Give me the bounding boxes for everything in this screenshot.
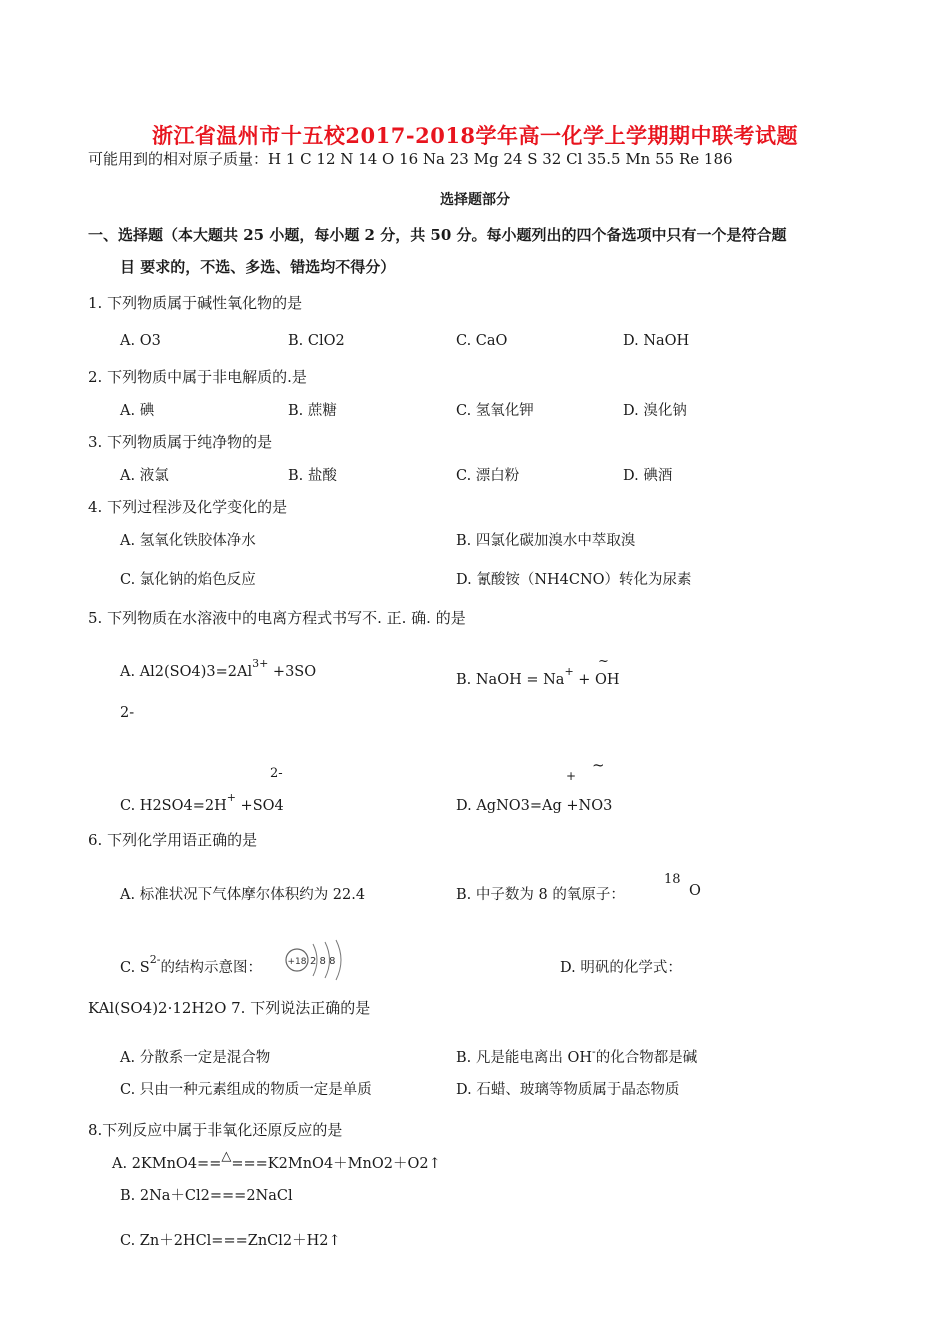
q6-option-d: D. 明矾的化学式： xyxy=(560,960,682,976)
q3-option-b: B. 盐酸 xyxy=(288,468,337,484)
q8-a-suffix: ===K2MnO4＋MnO2＋O2↑ xyxy=(231,1156,441,1172)
question-5-stem: 5. 下列物质在水溶液中的电离方程式书写不. 正. 确. 的是 xyxy=(88,609,466,627)
q5-b-tilde: ~ xyxy=(598,654,609,669)
q5-option-a xyxy=(120,657,317,680)
q5-b-main: B. NaOH = Na xyxy=(456,672,565,688)
q8-option-a xyxy=(112,1149,441,1173)
diagram-electron-shells: 2 8 8 xyxy=(310,956,336,967)
q5-a-superscript: 3+ xyxy=(252,657,269,670)
q5-b-tail: + OH xyxy=(573,672,620,688)
q5-a-tail: +3SO xyxy=(268,664,317,680)
q7-option-d: D. 石蜡、玻璃等物质属于晶态物质 xyxy=(456,1082,680,1098)
section-heading: 选择题部分 xyxy=(440,192,510,208)
q5-option-b xyxy=(456,665,620,688)
q4-option-d: D. 氰酸铵（NH4CNO）转化为尿素 xyxy=(456,572,692,588)
q4-option-c: C. 氯化钠的焰色反应 xyxy=(120,572,256,588)
question-3-stem: 3. 下列物质属于纯净物的是 xyxy=(88,433,273,451)
q7-b-suffix: 的化合物都是碱 xyxy=(595,1050,698,1066)
q6-option-a: A. 标准状况下气体摩尔体积约为 22.4 xyxy=(120,887,366,903)
q5-c-main: C. H2SO4=2H xyxy=(120,798,227,814)
q2-option-b: B. 蔗糖 xyxy=(288,403,337,419)
q6-c-superscript: 2- xyxy=(149,953,161,966)
q4-option-b: B. 四氯化碳加溴水中萃取溴 xyxy=(456,533,636,549)
q5-d-tilde: ~ xyxy=(592,756,605,774)
q5-d-plus: + xyxy=(566,769,577,783)
q1-option-d: D. NaOH xyxy=(623,333,690,349)
q1-option-c: C. CaO xyxy=(456,333,508,349)
q6-b-symbol: O xyxy=(689,883,701,899)
part-instructions-line2: 目 要求的，不选、多选、错选均不得分） xyxy=(120,258,396,276)
q7-option-a: A. 分散系一定是混合物 xyxy=(120,1050,271,1066)
q3-option-d: D. 碘酒 xyxy=(623,468,673,484)
q2-option-a: A. 碘 xyxy=(120,403,155,419)
q5-a-charge: 2- xyxy=(120,705,135,721)
document-title: 浙江省温州市十五校2017-2018学年高一化学上学期期中联考试题 xyxy=(151,123,799,148)
q3-option-a: A. 液氯 xyxy=(120,468,169,484)
q2-option-d: D. 溴化钠 xyxy=(623,403,687,419)
q8-option-b: B. 2Na＋Cl2===2NaCl xyxy=(120,1188,293,1204)
q3-option-c: C. 漂白粉 xyxy=(456,468,520,484)
q2-option-c: C. 氢氧化钾 xyxy=(456,403,534,419)
part-instructions-line1: 一、选择题（本大题共 25 小题，每小题 2 分，共 50 分。每小题列出的四个备选项中只有一个是符合题 xyxy=(88,226,787,244)
q6-option-b: B. 中子数为 8 的氧原子： xyxy=(456,887,625,903)
q6-c-suffix: 的结构示意图： xyxy=(160,960,262,976)
q5-option-c xyxy=(120,791,284,814)
q7-b-superscript: - xyxy=(592,1045,596,1058)
q6-option-c xyxy=(120,953,262,977)
q4-option-a: A. 氢氧化铁胶体净水 xyxy=(120,533,256,549)
question-7-lead-line: KAl(SO4)2·12H2O 7. 下列说法正确的是 xyxy=(88,999,371,1017)
q7-option-c: C. 只由一种元素组成的物质一定是单质 xyxy=(120,1082,372,1098)
q7-b-prefix: B. 凡是能电离出 OH xyxy=(456,1050,593,1066)
q5-c-tail: +SO4 xyxy=(235,798,284,814)
triangle-heat-icon: △ xyxy=(221,1149,232,1164)
question-8-stem: 8.下列反应中属于非氧化还原反应的是 xyxy=(88,1121,343,1139)
q8-a-prefix: A. 2KMnO4== xyxy=(112,1156,222,1172)
q5-c-charge: 2- xyxy=(270,766,283,781)
question-6-stem: 6. 下列化学用语正确的是 xyxy=(88,831,258,849)
question-1-stem: 1. 下列物质属于碱性氧化物的是 xyxy=(88,294,303,312)
q5-option-d: D. AgNO3=Ag +NO3 xyxy=(456,798,613,814)
q1-option-a: A. O3 xyxy=(120,333,161,349)
diagram-nucleus-label: +18 xyxy=(287,957,307,967)
question-4-stem: 4. 下列过程涉及化学变化的是 xyxy=(88,498,288,516)
q5-a-main: A. Al2(SO4)3=2Al xyxy=(120,664,253,680)
q5-c-superscript: + xyxy=(226,791,236,804)
q8-option-c: C. Zn＋2HCl===ZnCl2＋H2↑ xyxy=(120,1233,341,1249)
q7-option-b xyxy=(456,1046,697,1067)
q1-option-b: B. ClO2 xyxy=(288,333,345,349)
question-2-stem: 2. 下列物质中属于非电解质的.是 xyxy=(88,368,307,386)
s2-ion-structure-diagram xyxy=(283,936,347,984)
atomic-masses-line: 可能用到的相对原子质量：H 1 C 12 N 14 O 16 Na 23 Mg 24 S 32 Cl 35.5 Mn 55 Re 186 xyxy=(88,150,733,168)
q6-b-mass-number: 18 xyxy=(664,872,681,887)
q6-c-prefix: C. S xyxy=(120,960,150,976)
q5-b-superscript: + xyxy=(564,665,574,678)
